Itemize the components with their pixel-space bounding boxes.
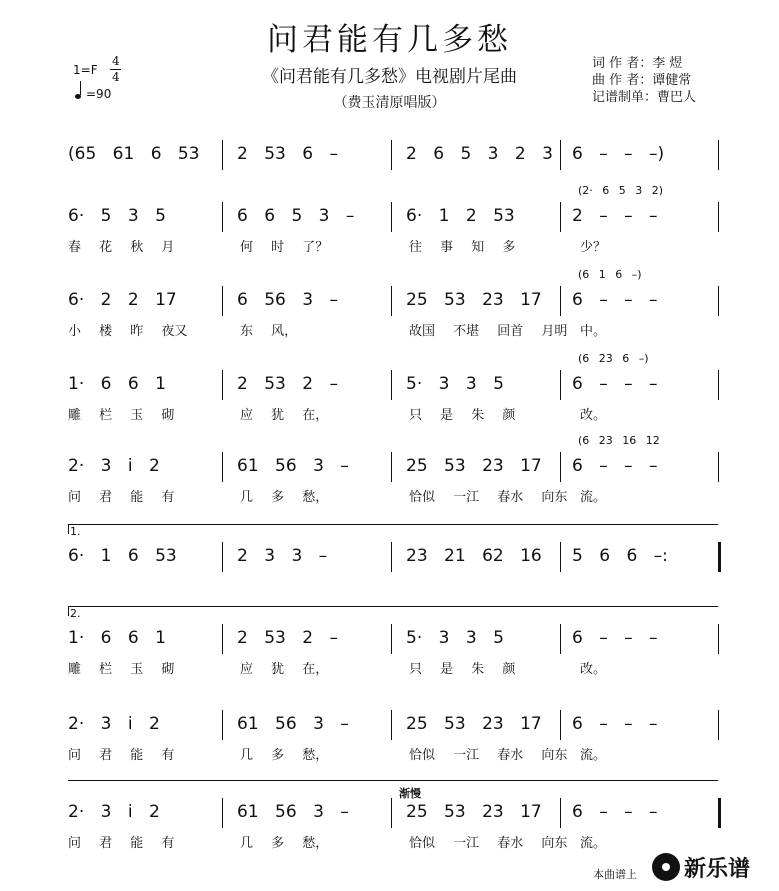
lyric-line: 问 君 能 有: [68, 748, 175, 763]
barline: [718, 286, 719, 316]
lyric-line: 恰似 一江 春水 向东: [409, 836, 568, 851]
interlude-notes: (2· 6 5 3 2): [578, 184, 664, 197]
lyric-line: 流。: [580, 748, 607, 763]
interlude-notes: (6 23 16 12: [578, 434, 660, 447]
measure-notes: 6 – – –: [572, 374, 658, 394]
measure-notes: 5 6 6 –:: [572, 546, 668, 566]
measure-notes: 25 53 23 17: [406, 802, 542, 822]
measure-notes: 6 – – –: [572, 456, 658, 476]
measure-notes: 6 – – –: [572, 290, 658, 310]
barline: [718, 140, 719, 170]
measure-notes: (65 61 6 53: [68, 144, 200, 164]
measure-notes: 6· 5 3 5: [68, 206, 166, 226]
section-line: [68, 780, 718, 781]
lyric-line: 恰似 一江 春水 向东: [409, 748, 568, 763]
score-row: [0, 434, 779, 532]
barline: [560, 452, 561, 482]
barline: [222, 624, 223, 654]
barline: [222, 710, 223, 740]
record-disc-icon: [652, 853, 680, 881]
lyric-line: 应 犹 在，: [240, 408, 329, 423]
lyric-line: 改。: [580, 408, 607, 423]
ritardando-mark: 渐慢: [399, 787, 421, 800]
measure-notes: 6 – – –): [572, 144, 665, 164]
measure-notes: 6 – – –: [572, 628, 658, 648]
lyricist-credit: 词 作 者：李 煜: [592, 56, 683, 71]
version-note: （费玉清原唱版）: [333, 95, 446, 111]
barline: [391, 452, 392, 482]
barline: [718, 624, 719, 654]
final-barline: [718, 542, 721, 572]
lyric-line: 何 时 了？: [240, 240, 329, 255]
measure-notes: 2 6 5 3 2 3: [406, 144, 553, 164]
measure-notes: 1· 6 6 1: [68, 628, 166, 648]
lyric-line: 流。: [580, 836, 607, 851]
barline: [222, 140, 223, 170]
lyric-line: 只 是 朱 颜: [409, 662, 516, 677]
page-title: 问君能有几多愁: [267, 22, 512, 58]
volta-label: 2.: [70, 607, 81, 620]
barline: [391, 370, 392, 400]
lyric-line: 往 事 知 多: [409, 240, 516, 255]
barline: [560, 798, 561, 828]
page-subtitle: 《问君能有几多愁》电视剧片尾曲: [262, 67, 517, 87]
volta-bracket-edge: [68, 606, 69, 616]
measure-notes: 2· 3 i 2: [68, 802, 160, 822]
measure-notes: 6· 2 2 17: [68, 290, 177, 310]
barline: [718, 370, 719, 400]
barline: [222, 286, 223, 316]
lyric-line: 小 楼 昨 夜又: [68, 324, 188, 339]
lyric-line: 少？: [580, 240, 607, 255]
measure-notes: 25 53 23 17: [406, 290, 542, 310]
barline: [560, 286, 561, 316]
barline: [718, 452, 719, 482]
lyric-line: 故国 不堪 回首 月明: [409, 324, 568, 339]
barline: [391, 542, 392, 572]
barline: [560, 710, 561, 740]
lyric-line: 改。: [580, 662, 607, 677]
barline: [560, 140, 561, 170]
lyric-line: 东 风，: [240, 324, 298, 339]
volta-bracket: [68, 524, 718, 525]
barline: [560, 202, 561, 232]
measure-notes: 6 – – –: [572, 714, 658, 734]
barline: [391, 798, 392, 828]
lyric-line: 问 君 能 有: [68, 490, 175, 505]
lyric-line: 几 多 愁，: [240, 490, 329, 505]
barline: [391, 710, 392, 740]
barline: [560, 624, 561, 654]
measure-notes: 6 56 3 –: [237, 290, 338, 310]
composer-credit: 曲 作 者：谭健常: [592, 73, 692, 88]
barline: [222, 202, 223, 232]
barline: [222, 798, 223, 828]
barline: [391, 140, 392, 170]
footer-text: 本曲谱上: [593, 868, 637, 881]
lyric-line: 只 是 朱 颜: [409, 408, 516, 423]
lyric-line: 雕 栏 玉 砌: [68, 662, 175, 677]
interlude-notes: (6 1 6 –): [578, 268, 642, 281]
transcriber-credit: 记谱制单：曹巴人: [592, 90, 697, 105]
barline: [222, 370, 223, 400]
lyric-line: 应 犹 在，: [240, 662, 329, 677]
measure-notes: 2 3 3 –: [237, 546, 328, 566]
measure-notes: 25 53 23 17: [406, 714, 542, 734]
lyric-line: 几 多 愁，: [240, 836, 329, 851]
time-sig-bottom: 4: [112, 70, 120, 84]
score-row: [0, 710, 779, 790]
measure-notes: 6 – – –: [572, 802, 658, 822]
barline: [560, 370, 561, 400]
lyric-line: 春 花 秋 月: [68, 240, 175, 255]
lyric-line: 几 多 愁，: [240, 748, 329, 763]
measure-notes: 5· 3 3 5: [406, 628, 504, 648]
measure-notes: 23 21 62 16: [406, 546, 542, 566]
barline: [718, 710, 719, 740]
score-row: [0, 542, 779, 622]
score-row: [0, 624, 779, 704]
measure-notes: 2 53 6 –: [237, 144, 338, 164]
lyric-line: 中。: [580, 324, 607, 339]
measure-notes: 2 – – –: [572, 206, 658, 226]
lyric-line: 恰似 一江 春水 向东: [409, 490, 568, 505]
barline: [391, 286, 392, 316]
lyric-line: 雕 栏 玉 砌: [68, 408, 175, 423]
measure-notes: 61 56 3 –: [237, 802, 349, 822]
measure-notes: 2· 3 i 2: [68, 714, 160, 734]
key-signature: 1=F: [73, 63, 98, 77]
volta-bracket: [68, 606, 718, 607]
lyric-line: 问 君 能 有: [68, 836, 175, 851]
volta-label: 1.: [70, 525, 81, 538]
tempo-mark: =90: [86, 87, 112, 101]
barline: [391, 202, 392, 232]
measure-notes: 1· 6 6 1: [68, 374, 166, 394]
barline: [560, 542, 561, 572]
score-row: [0, 184, 779, 282]
measure-notes: 2 53 2 –: [237, 628, 338, 648]
site-logo: 新乐谱: [684, 857, 751, 882]
final-barline: [718, 798, 721, 828]
measure-notes: 25 53 23 17: [406, 456, 542, 476]
interlude-notes: (6 2̇3̇ 6 –): [578, 352, 649, 365]
measure-notes: 6· 1 6 53: [68, 546, 177, 566]
measure-notes: 61 56 3 –: [237, 456, 349, 476]
barline: [222, 542, 223, 572]
score-row: [0, 268, 779, 366]
barline: [718, 202, 719, 232]
measure-notes: 6· 1 2 53: [406, 206, 515, 226]
measure-notes: 6 6 5 3 –: [237, 206, 355, 226]
barline: [222, 452, 223, 482]
measure-notes: 61 56 3 –: [237, 714, 349, 734]
time-sig-top: 4: [112, 54, 120, 68]
measure-notes: 2· 3 i 2: [68, 456, 160, 476]
score-row: [0, 352, 779, 450]
quarter-note-stem: [80, 81, 81, 95]
measure-notes: 5· 3 3 5: [406, 374, 504, 394]
lyric-line: 流。: [580, 490, 607, 505]
barline: [391, 624, 392, 654]
measure-notes: 2 53 2 –: [237, 374, 338, 394]
volta-bracket-edge: [68, 524, 69, 534]
